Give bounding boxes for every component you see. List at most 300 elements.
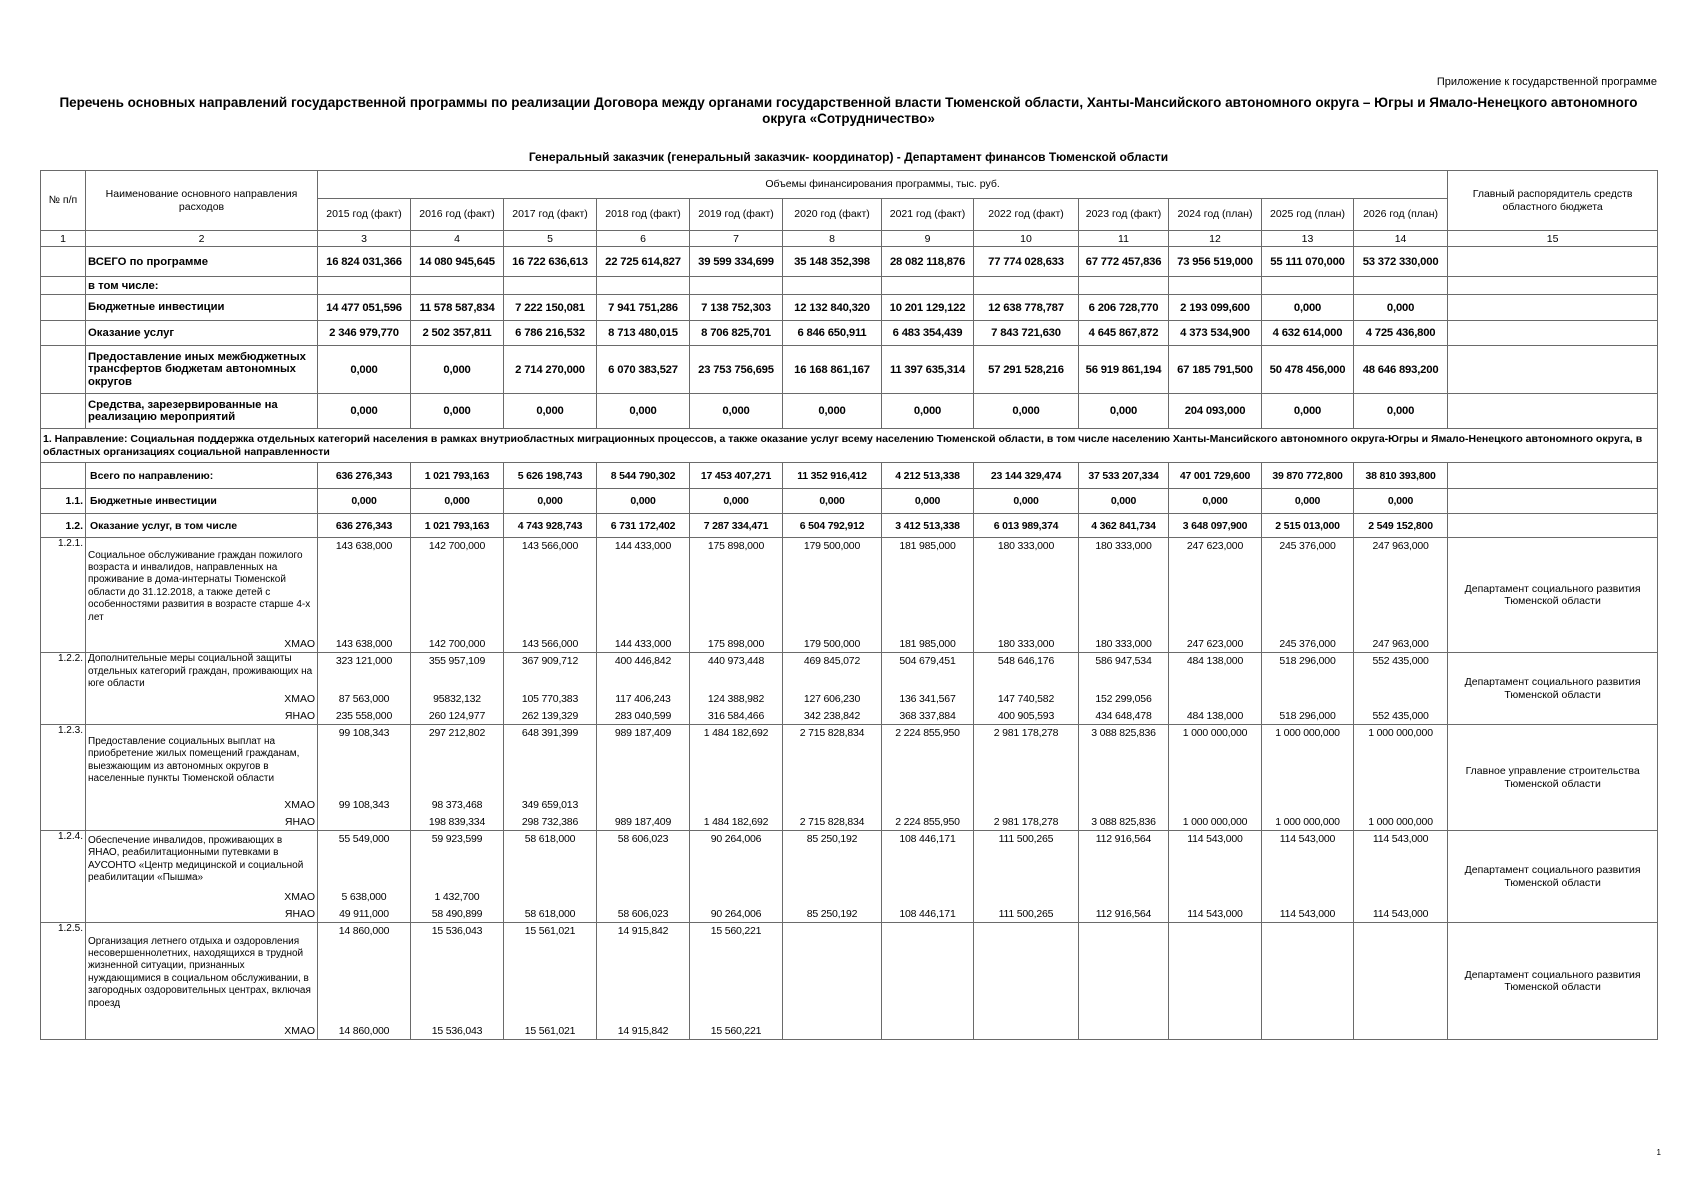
value-cell: 95832,132 [411,691,504,708]
value-cell [1354,923,1448,1023]
value-cell [597,797,690,814]
value-cell: 180 333,000 [974,538,1079,636]
header-column-number: 2 [86,231,318,247]
header-column-number: 13 [1262,231,1354,247]
value-cell: 484 138,000 [1169,708,1262,725]
value-cell: 14 860,000 [318,1023,411,1040]
value-cell: 117 406,243 [597,691,690,708]
value-cell: 283 040,599 [597,708,690,725]
value-cell: 55 549,000 [318,831,411,889]
value-cell: 0,000 [1354,489,1448,514]
value-cell: 367 909,712 [504,653,597,691]
value-cell: 586 947,534 [1079,653,1169,691]
value-cell: 0,000 [1354,394,1448,429]
value-cell: 0,000 [1169,489,1262,514]
value-cell [974,797,1079,814]
total-breakdown-row [41,321,1658,346]
value-cell: 2 981 178,278 [974,814,1079,831]
value-cell: 105 770,383 [504,691,597,708]
value-cell: 85 250,192 [783,906,882,923]
value-cell: 175 898,000 [690,636,783,653]
value-cell: 548 646,176 [974,653,1079,691]
value-cell: 99 108,343 [318,797,411,814]
value-cell: 1 000 000,000 [1262,814,1354,831]
value-cell [1354,1023,1448,1040]
value-cell: 136 341,567 [882,691,974,708]
value-cell: 4 373 534,900 [1169,321,1262,346]
value-cell: 14 915,842 [597,923,690,1023]
value-cell: 1 484 182,692 [690,725,783,797]
value-cell: 47 001 729,600 [1169,463,1262,489]
value-cell: 0,000 [318,394,411,429]
value-cell: 3 412 513,338 [882,514,974,538]
value-cell: 143 638,000 [318,538,411,636]
value-cell: 297 212,802 [411,725,504,797]
value-cell: 73 956 519,000 [1169,247,1262,277]
value-cell: 0,000 [1262,489,1354,514]
value-cell: 56 919 861,194 [1079,346,1169,394]
appendix-note: Приложение к государственной программе [1436,76,1657,88]
value-cell: 15 561,021 [504,923,597,1023]
item-row [41,538,1658,636]
value-cell [783,277,882,295]
section-summary-row [41,514,1658,538]
value-cell: 636 276,343 [318,514,411,538]
header-year: 2020 год (факт) [783,199,882,231]
value-cell: 108 446,171 [882,831,974,889]
header-column-number: 11 [1079,231,1169,247]
table-body [41,171,1658,1040]
value-cell: 6 483 354,439 [882,321,974,346]
value-cell: 3 088 825,836 [1079,725,1169,797]
section-summary-row [41,489,1658,514]
value-cell: 2 515 013,000 [1262,514,1354,538]
value-cell [1079,1023,1169,1040]
value-cell [974,277,1079,295]
value-cell: 112 916,564 [1079,906,1169,923]
value-cell: 14 860,000 [318,923,411,1023]
value-cell: 245 376,000 [1262,636,1354,653]
value-cell [974,1023,1079,1040]
value-cell: 67 185 791,500 [1169,346,1262,394]
value-cell: 143 566,000 [504,636,597,653]
value-cell: 58 490,899 [411,906,504,923]
value-cell [504,277,597,295]
manager-cell [1448,277,1658,295]
header-column-number: 5 [504,231,597,247]
value-cell: 114 543,000 [1169,906,1262,923]
value-cell: 114 543,000 [1354,831,1448,889]
value-cell: 15 536,043 [411,923,504,1023]
item-row [41,653,1658,691]
value-cell: 342 238,842 [783,708,882,725]
value-cell: 245 376,000 [1262,538,1354,636]
value-cell: 15 561,021 [504,1023,597,1040]
value-cell: 58 606,023 [597,831,690,889]
value-cell [690,797,783,814]
item-name: Обеспечение инвалидов, проживающих в ЯНАО, реабилитационными путевками в АУСОНТО «Центр медицинской и социальной реабилитации «Пышма» [86,831,318,889]
value-cell: 260 124,977 [411,708,504,725]
header-column-number: 3 [318,231,411,247]
value-cell: 127 606,230 [783,691,882,708]
value-cell [882,923,974,1023]
header-year: 2016 год (факт) [411,199,504,231]
value-cell: 2 224 855,950 [882,814,974,831]
value-cell: 98 373,468 [411,797,504,814]
header-row-1 [41,171,1658,199]
value-cell [1079,889,1169,906]
row-number [41,463,86,489]
manager-cell [1448,489,1658,514]
value-cell: 39 599 334,699 [690,247,783,277]
region-label: ЯНАО [86,814,318,831]
region-label: ЯНАО [86,906,318,923]
row-label: в том числе: [86,277,318,295]
value-cell: 58 618,000 [504,906,597,923]
value-cell: 247 623,000 [1169,538,1262,636]
value-cell: 4 725 436,800 [1354,321,1448,346]
manager-cell [1448,463,1658,489]
value-cell: 99 108,343 [318,725,411,797]
value-cell: 6 846 650,911 [783,321,882,346]
value-cell [1262,277,1354,295]
manager-cell [1448,247,1658,277]
region-label: ХМАО [86,797,318,814]
value-cell: 143 638,000 [318,636,411,653]
value-cell: 349 659,013 [504,797,597,814]
value-cell: 77 774 028,633 [974,247,1079,277]
value-cell: 6 070 383,527 [597,346,690,394]
value-cell: 0,000 [411,489,504,514]
value-cell: 14 477 051,596 [318,295,411,321]
value-cell [1262,923,1354,1023]
value-cell [690,277,783,295]
document-title: Перечень основных направлений государственной программы по реализации Договора между органами государственной власти Тюменской области, Ханты-Мансийского автономного округа – Югры и Ямало-Ненецкого автономного округа «Сотрудничество» [59,95,1638,126]
value-cell: 3 648 097,900 [1169,514,1262,538]
value-cell: 37 533 207,334 [1079,463,1169,489]
value-cell: 198 839,334 [411,814,504,831]
manager-cell [1448,295,1658,321]
value-cell: 4 212 513,338 [882,463,974,489]
row-label: Оказание услуг, в том числе [86,514,318,538]
value-cell [318,814,411,831]
value-cell: 235 558,000 [318,708,411,725]
item-number: 1.2.3. [41,725,86,831]
value-cell: 298 732,386 [504,814,597,831]
item-sub-row [41,1023,1658,1040]
value-cell: 58 606,023 [597,906,690,923]
header-year: 2022 год (факт) [974,199,1079,231]
value-cell: 0,000 [1079,394,1169,429]
value-cell: 440 973,448 [690,653,783,691]
value-cell: 518 296,000 [1262,708,1354,725]
value-cell: 142 700,000 [411,636,504,653]
value-cell [1262,1023,1354,1040]
item-sub-row [41,889,1658,906]
value-cell: 552 435,000 [1354,653,1448,691]
value-cell: 180 333,000 [1079,538,1169,636]
value-cell: 181 985,000 [882,538,974,636]
value-cell [1169,797,1262,814]
value-cell: 1 432,700 [411,889,504,906]
value-cell: 0,000 [504,394,597,429]
value-cell: 2 224 855,950 [882,725,974,797]
value-cell: 4 743 928,743 [504,514,597,538]
value-cell: 175 898,000 [690,538,783,636]
value-cell: 15 560,221 [690,923,783,1023]
header-year: 2015 год (факт) [318,199,411,231]
value-cell: 38 810 393,800 [1354,463,1448,489]
value-cell: 6 731 172,402 [597,514,690,538]
item-number: 1.2.4. [41,831,86,923]
num-cell [41,277,86,295]
value-cell: 2 502 357,811 [411,321,504,346]
value-cell [974,923,1079,1023]
value-cell: 16 168 861,167 [783,346,882,394]
value-cell [1262,797,1354,814]
item-name: Дополнительные меры социальной защиты отдельных категорий граждан, проживающих на юге области [86,653,318,691]
value-cell: 8 544 790,302 [597,463,690,489]
value-cell: 7 941 751,286 [597,295,690,321]
row-label: ВСЕГО по программе [86,247,318,277]
value-cell [783,1023,882,1040]
value-cell: 11 397 635,314 [882,346,974,394]
value-cell: 0,000 [974,394,1079,429]
value-cell: 469 845,072 [783,653,882,691]
value-cell: 504 679,451 [882,653,974,691]
num-cell [41,346,86,394]
manager-cell: Департамент социального развития Тюменской области [1448,653,1658,725]
value-cell: 0,000 [597,394,690,429]
value-cell [504,889,597,906]
num-cell [41,321,86,346]
value-cell [1169,277,1262,295]
header-column-number: 8 [783,231,882,247]
value-cell: 1 000 000,000 [1169,814,1262,831]
value-cell: 144 433,000 [597,636,690,653]
value-cell: 0,000 [318,489,411,514]
value-cell: 7 138 752,303 [690,295,783,321]
value-cell: 85 250,192 [783,831,882,889]
section-summary-row [41,463,1658,489]
row-label: Предоставление иных межбюджетных трансфертов бюджетам автономных округов [86,346,318,394]
header-num: № п/п [41,171,86,231]
manager-cell [1448,394,1658,429]
value-cell: 247 623,000 [1169,636,1262,653]
item-sub-row [41,691,1658,708]
value-cell: 1 000 000,000 [1169,725,1262,797]
row-label: Средства, зарезервированные на реализацию мероприятий [86,394,318,429]
item-sub-row [41,636,1658,653]
value-cell [1169,1023,1262,1040]
value-cell: 323 121,000 [318,653,411,691]
value-cell [783,889,882,906]
value-cell [783,797,882,814]
region-label: ХМАО [86,1023,318,1040]
row-label: Всего по направлению: [86,463,318,489]
value-cell: 15 536,043 [411,1023,504,1040]
header-year: 2018 год (факт) [597,199,690,231]
header-funding: Объемы финансирования программы, тыс. руб. [318,171,1448,199]
value-cell: 0,000 [882,394,974,429]
value-cell: 48 646 893,200 [1354,346,1448,394]
value-cell: 180 333,000 [1079,636,1169,653]
header-column-numbers-row [41,231,1658,247]
value-cell: 152 299,056 [1079,691,1169,708]
item-sub-row [41,814,1658,831]
value-cell: 2 549 152,800 [1354,514,1448,538]
value-cell: 112 916,564 [1079,831,1169,889]
value-cell [1262,691,1354,708]
header-year: 2023 год (факт) [1079,199,1169,231]
value-cell: 114 543,000 [1169,831,1262,889]
value-cell: 0,000 [411,346,504,394]
value-cell: 11 352 916,412 [783,463,882,489]
value-cell: 181 985,000 [882,636,974,653]
row-number: 1.2. [41,514,86,538]
value-cell: 0,000 [318,346,411,394]
value-cell: 35 148 352,398 [783,247,882,277]
value-cell: 179 500,000 [783,538,882,636]
value-cell [1354,797,1448,814]
manager-cell: Департамент социального развития Тюменской области [1448,831,1658,923]
value-cell [1079,923,1169,1023]
value-cell: 247 963,000 [1354,636,1448,653]
value-cell [690,889,783,906]
value-cell: 39 870 772,800 [1262,463,1354,489]
value-cell [597,889,690,906]
value-cell: 0,000 [690,489,783,514]
item-row [41,923,1658,1023]
value-cell: 108 446,171 [882,906,974,923]
value-cell: 0,000 [1079,489,1169,514]
value-cell: 0,000 [1262,295,1354,321]
value-cell: 1 021 793,163 [411,463,504,489]
value-cell [783,923,882,1023]
region-label: ХМАО [86,889,318,906]
value-cell: 0,000 [783,394,882,429]
row-label: Оказание услуг [86,321,318,346]
value-cell: 7 222 150,081 [504,295,597,321]
value-cell: 0,000 [504,489,597,514]
value-cell: 12 638 778,787 [974,295,1079,321]
value-cell: 0,000 [690,394,783,429]
item-sub-row [41,797,1658,814]
value-cell: 59 923,599 [411,831,504,889]
item-number: 1.2.2. [41,653,86,725]
value-cell [1079,797,1169,814]
value-cell: 368 337,884 [882,708,974,725]
value-cell: 28 082 118,876 [882,247,974,277]
value-cell [597,277,690,295]
value-cell: 400 905,593 [974,708,1079,725]
item-number: 1.2.1. [41,538,86,653]
total-row [41,247,1658,277]
row-number: 1.1. [41,489,86,514]
value-cell: 484 138,000 [1169,653,1262,691]
general-customer: Генеральный заказчик (генеральный заказчик- координатор) - Департамент финансов Тюменской области [528,150,1169,164]
total-breakdown-row [41,394,1658,429]
value-cell: 400 446,842 [597,653,690,691]
header-column-number: 4 [411,231,504,247]
value-cell: 10 201 129,122 [882,295,974,321]
value-cell: 6 504 792,912 [783,514,882,538]
value-cell: 0,000 [411,394,504,429]
value-cell: 12 132 840,320 [783,295,882,321]
value-cell: 144 433,000 [597,538,690,636]
header-column-number: 12 [1169,231,1262,247]
item-row [41,831,1658,889]
value-cell: 2 346 979,770 [318,321,411,346]
value-cell [882,277,974,295]
page-number: 1 [1656,1148,1661,1157]
value-cell: 11 578 587,834 [411,295,504,321]
value-cell: 0,000 [974,489,1079,514]
value-cell [882,797,974,814]
value-cell [411,277,504,295]
value-cell: 49 911,000 [318,906,411,923]
value-cell: 142 700,000 [411,538,504,636]
value-cell: 17 453 407,271 [690,463,783,489]
header-name: Наименование основного направления расходов [86,171,318,231]
value-cell: 23 144 329,474 [974,463,1079,489]
value-cell [1079,277,1169,295]
value-cell [1169,691,1262,708]
value-cell: 262 139,329 [504,708,597,725]
value-cell: 5 626 198,743 [504,463,597,489]
value-cell: 2 714 270,000 [504,346,597,394]
value-cell: 1 000 000,000 [1354,725,1448,797]
value-cell: 14 915,842 [597,1023,690,1040]
num-cell [41,247,86,277]
header-year: 2019 год (факт) [690,199,783,231]
value-cell: 147 740,582 [974,691,1079,708]
value-cell: 989 187,409 [597,814,690,831]
item-name: Организация летнего отдыха и оздоровления несовершеннолетних, находящихся в трудной жизненной ситуации, признанных нуждающимися в социальном обслуживании, в загородных оздоровительных центрах, включая проезд [86,923,318,1023]
header-column-number: 6 [597,231,690,247]
value-cell: 90 264,006 [690,831,783,889]
value-cell: 57 291 528,216 [974,346,1079,394]
header-manager: Главный распорядитель средств областного бюджета [1448,171,1658,231]
value-cell: 58 618,000 [504,831,597,889]
value-cell: 22 725 614,827 [597,247,690,277]
row-label: Бюджетные инвестиции [86,489,318,514]
header-column-number: 10 [974,231,1079,247]
value-cell: 355 957,109 [411,653,504,691]
item-sub-row [41,708,1658,725]
num-cell [41,295,86,321]
value-cell: 2 715 828,834 [783,814,882,831]
value-cell: 552 435,000 [1354,708,1448,725]
header-column-number: 14 [1354,231,1448,247]
value-cell: 50 478 456,000 [1262,346,1354,394]
manager-cell [1448,346,1658,394]
value-cell: 1 484 182,692 [690,814,783,831]
header-year: 2024 год (план) [1169,199,1262,231]
value-cell: 2 981 178,278 [974,725,1079,797]
item-sub-row [41,906,1658,923]
value-cell: 180 333,000 [974,636,1079,653]
header-year: 2021 год (факт) [882,199,974,231]
value-cell: 111 500,265 [974,906,1079,923]
manager-cell: Департамент социального развития Тюменской области [1448,538,1658,653]
value-cell: 6 786 216,532 [504,321,597,346]
region-label: ХМАО [86,636,318,653]
item-name: Социальное обслуживание граждан пожилого возраста и инвалидов, направленных на проживание в дома-интернаты Тюменской области до 31.12.2018, а также детей с особенностями развития в возрасте старше 4-х лет [86,538,318,636]
value-cell: 0,000 [597,489,690,514]
value-cell: 6 206 728,770 [1079,295,1169,321]
value-cell: 16 824 031,366 [318,247,411,277]
